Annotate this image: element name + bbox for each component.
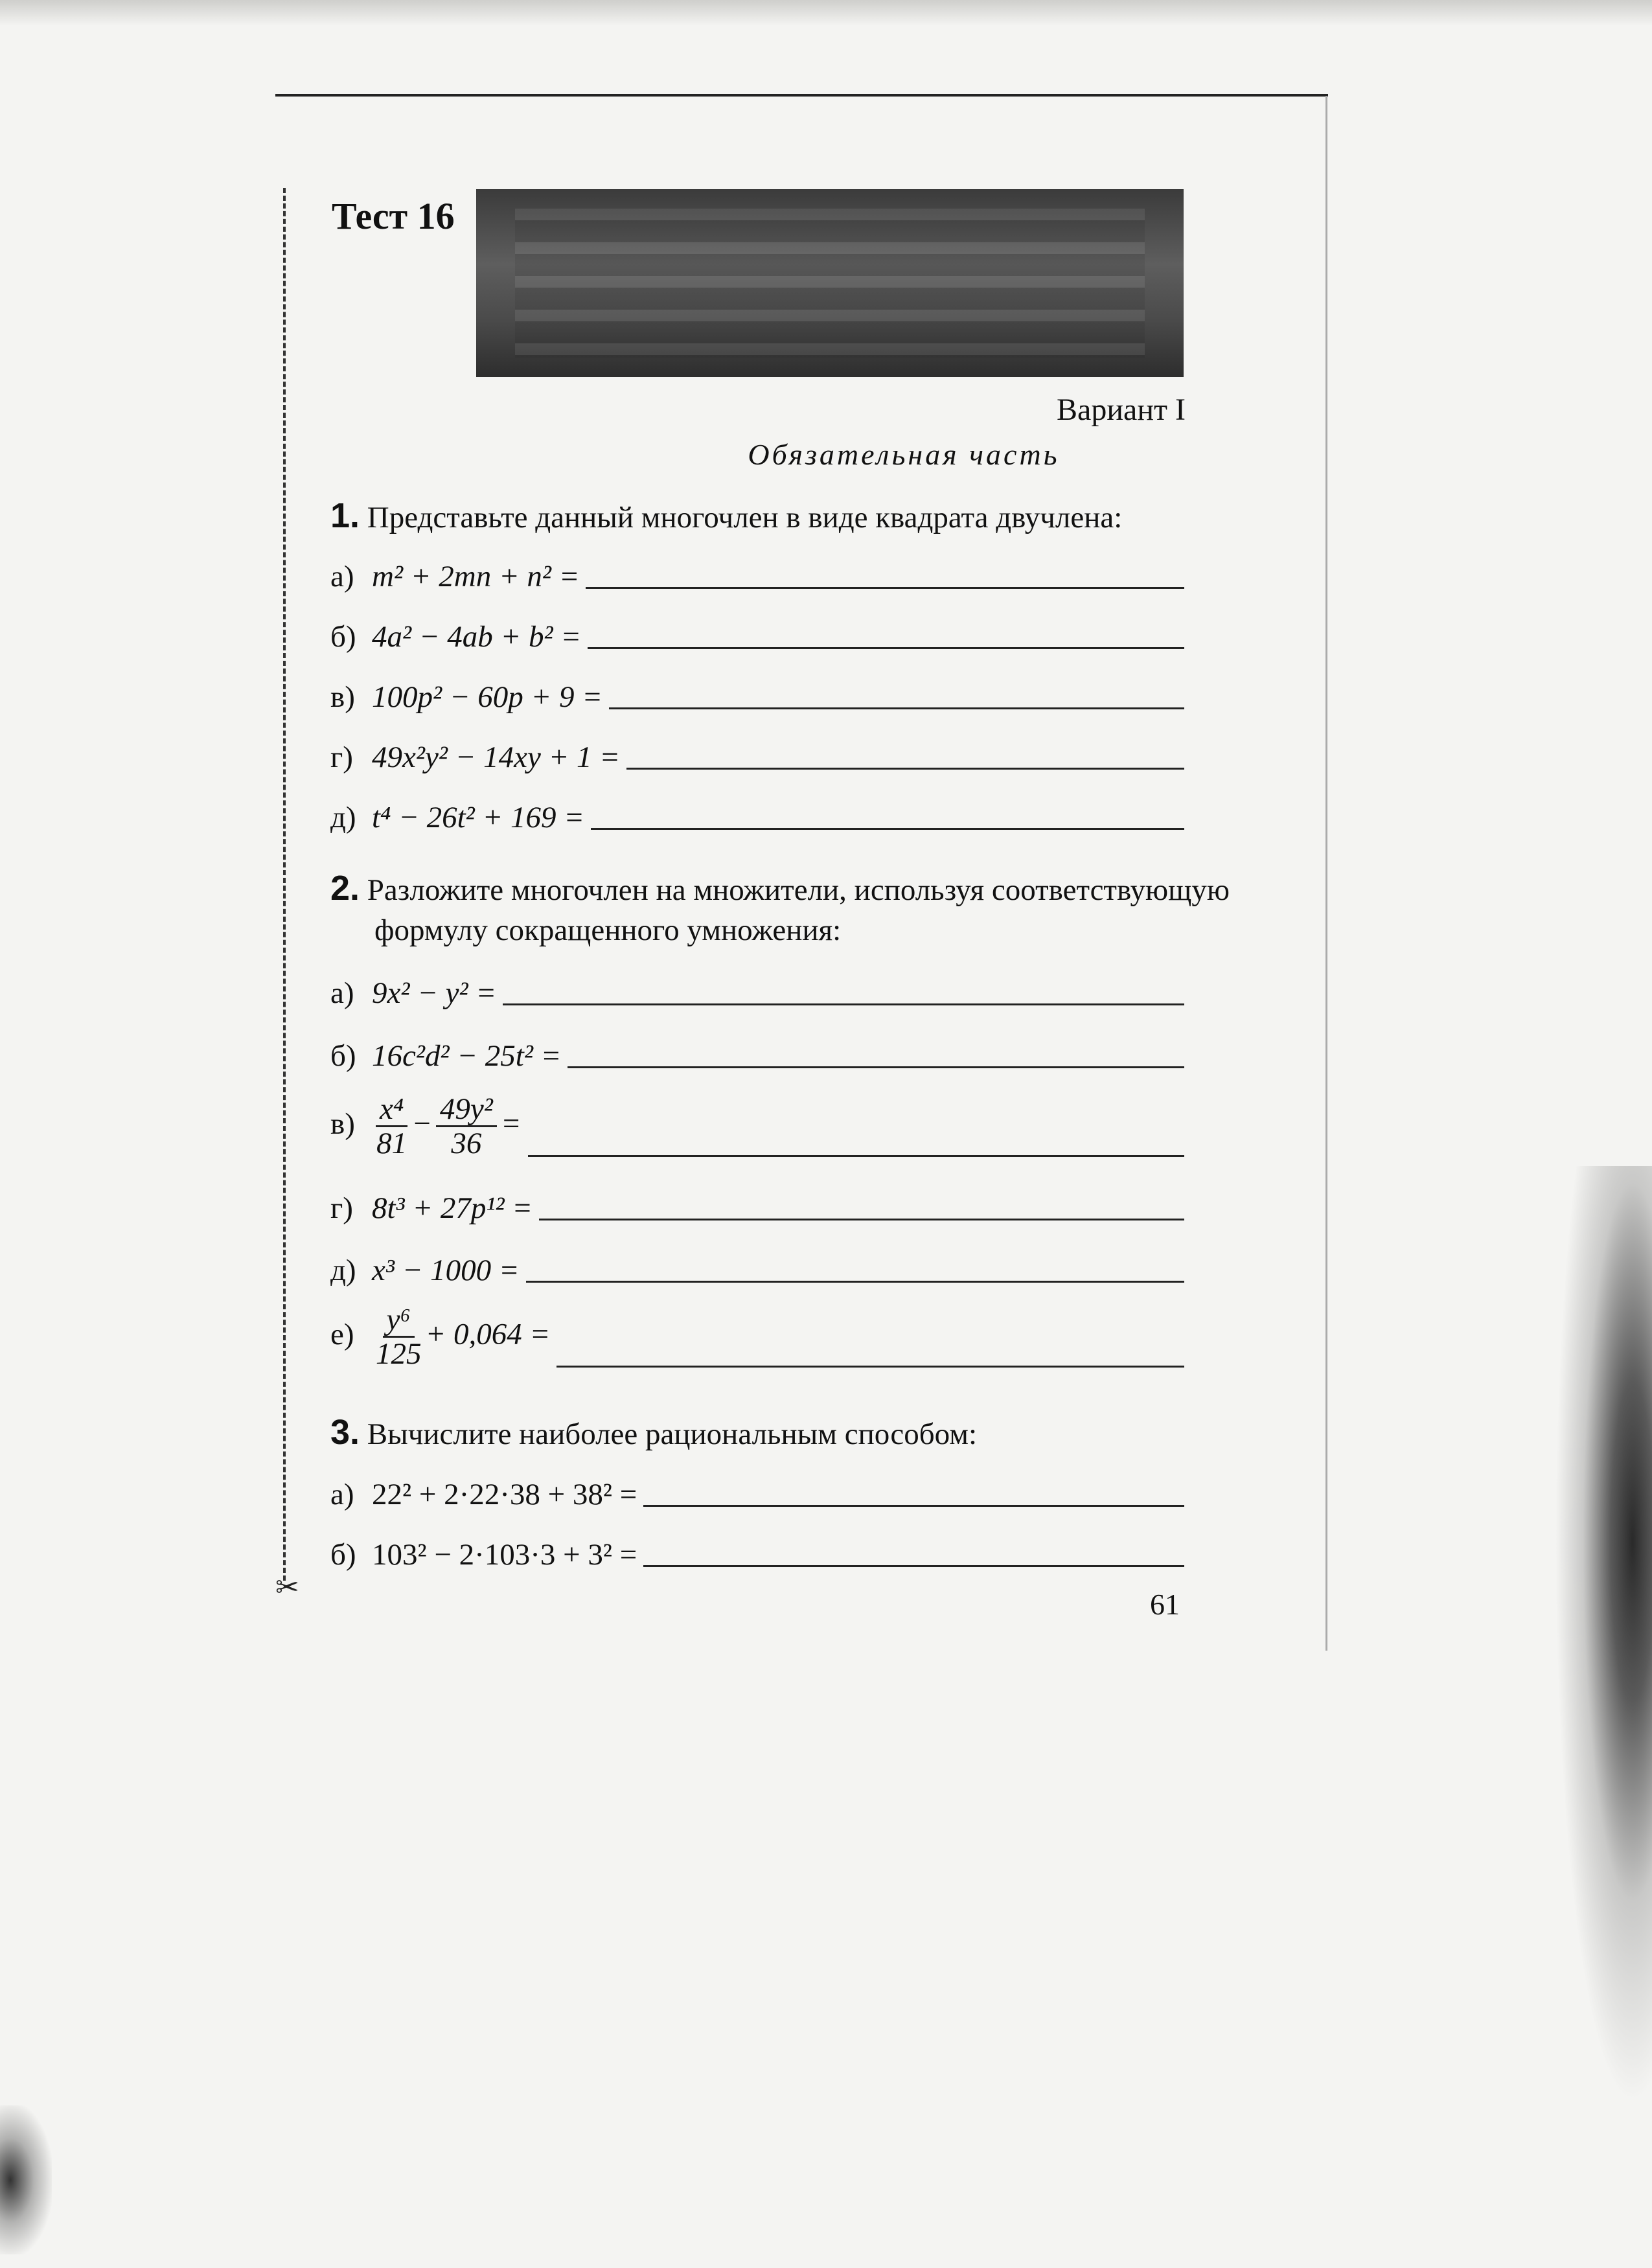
variant-label: Вариант I <box>1057 393 1186 427</box>
item-expression: m² + 2mn + n² = <box>372 560 580 593</box>
equals-sign: = <box>500 1106 522 1141</box>
answer-line[interactable] <box>526 1281 1184 1283</box>
answer-line[interactable] <box>539 1219 1184 1220</box>
scan-edge-top <box>0 0 1652 26</box>
item-label: а) <box>330 1478 354 1511</box>
item-expression <box>372 1303 550 1370</box>
item-expression: 8t³ + 27p¹² = <box>372 1191 533 1225</box>
answer-line[interactable] <box>643 1565 1184 1567</box>
item-expression: 49x²y² − 14xy + 1 = <box>372 740 621 774</box>
item-label: д) <box>330 1254 356 1287</box>
task-number: 2. <box>330 869 360 908</box>
task-3-item-a <box>330 1465 1184 1512</box>
answer-line[interactable] <box>626 768 1184 770</box>
answer-line[interactable] <box>586 587 1184 589</box>
test-title: Тест 16 <box>332 195 455 237</box>
fraction-numerator: 49y² <box>436 1093 497 1127</box>
item-label: г) <box>330 740 353 774</box>
task-2-item-d <box>330 1241 1184 1288</box>
fraction-numerator: x⁴ <box>376 1093 407 1127</box>
item-expression: x³ − 1000 = <box>372 1254 520 1287</box>
item-label: в) <box>330 1107 355 1141</box>
task-2-item-g <box>330 1179 1184 1226</box>
fraction-denominator: 36 <box>451 1127 482 1160</box>
fraction <box>376 1303 422 1370</box>
item-label: г) <box>330 1191 353 1225</box>
item-label: б) <box>330 1039 356 1073</box>
answer-line[interactable] <box>556 1366 1184 1368</box>
item-label: а) <box>330 976 354 1010</box>
task-text: Вычислите наиболее рациональным способом: <box>367 1417 978 1451</box>
fraction-denominator: 125 <box>376 1337 422 1371</box>
item-label: в) <box>330 680 355 714</box>
task-text: Представьте данный многочлен в виде квадрата двучлена: <box>367 501 1123 534</box>
item-label: а) <box>330 560 354 593</box>
item-expression <box>372 1093 522 1160</box>
answer-line[interactable] <box>528 1155 1184 1157</box>
answer-line[interactable] <box>609 707 1184 709</box>
task-3-item-b <box>330 1526 1184 1572</box>
task-1-item-a <box>330 547 1184 594</box>
task-1-item-g <box>330 728 1184 775</box>
operator: − <box>411 1106 432 1141</box>
page-number: 61 <box>1150 1588 1180 1621</box>
item-label: д) <box>330 801 356 834</box>
item-expression: 16c²d² − 25t² = <box>372 1039 562 1073</box>
task-2-item-a <box>330 964 1184 1011</box>
item-expression: 22² + 2·22·38 + 38² = <box>372 1478 637 1511</box>
scan-shadow-right <box>1555 1166 1652 2105</box>
page-frame-right <box>1325 96 1327 1651</box>
task-1-item-b <box>330 608 1184 654</box>
header-banner <box>476 189 1184 377</box>
item-expression: 103² − 2·103·3 + 3² = <box>372 1538 637 1572</box>
item-expression: 100p² − 60p + 9 = <box>372 680 602 714</box>
answer-line[interactable] <box>588 647 1184 649</box>
task-2-heading <box>330 868 1230 950</box>
fraction-1 <box>376 1093 407 1160</box>
fraction-numerator: y⁶ <box>383 1303 415 1338</box>
item-expression: t⁴ − 26t² + 169 = <box>372 801 584 834</box>
task-3-heading <box>330 1412 1186 1454</box>
scan-shadow-left <box>0 2105 52 2254</box>
page-frame-top <box>275 94 1328 97</box>
item-label: б) <box>330 1538 356 1572</box>
answer-line[interactable] <box>591 828 1184 830</box>
task-1-item-v <box>330 668 1184 715</box>
scissors-icon: ✂ <box>275 1572 299 1603</box>
task-number: 1. <box>330 496 360 535</box>
cut-line <box>283 188 286 1581</box>
task-1-item-d <box>330 788 1184 835</box>
task-text: Разложите многочлен на множители, используя соответствующую формулу сокращенного умножения: <box>367 873 1230 947</box>
answer-line[interactable] <box>503 1003 1184 1005</box>
task-2-item-e <box>330 1299 1184 1370</box>
answer-line[interactable] <box>568 1066 1184 1068</box>
item-label: б) <box>330 620 356 654</box>
answer-line[interactable] <box>643 1505 1184 1507</box>
fraction-2 <box>436 1093 497 1160</box>
section-title: Обязательная часть <box>748 438 1060 471</box>
task-2-item-v <box>330 1088 1184 1160</box>
item-label: е) <box>330 1318 354 1351</box>
task-2-item-b <box>330 1027 1184 1073</box>
item-expression: 4a² − 4ab + b² = <box>372 620 582 654</box>
task-number: 3. <box>330 1413 360 1452</box>
expression-tail: + 0,064 = <box>425 1317 551 1351</box>
item-expression: 9x² − y² = <box>372 976 497 1010</box>
fraction-denominator: 81 <box>376 1127 407 1160</box>
task-1-heading <box>330 496 1186 538</box>
